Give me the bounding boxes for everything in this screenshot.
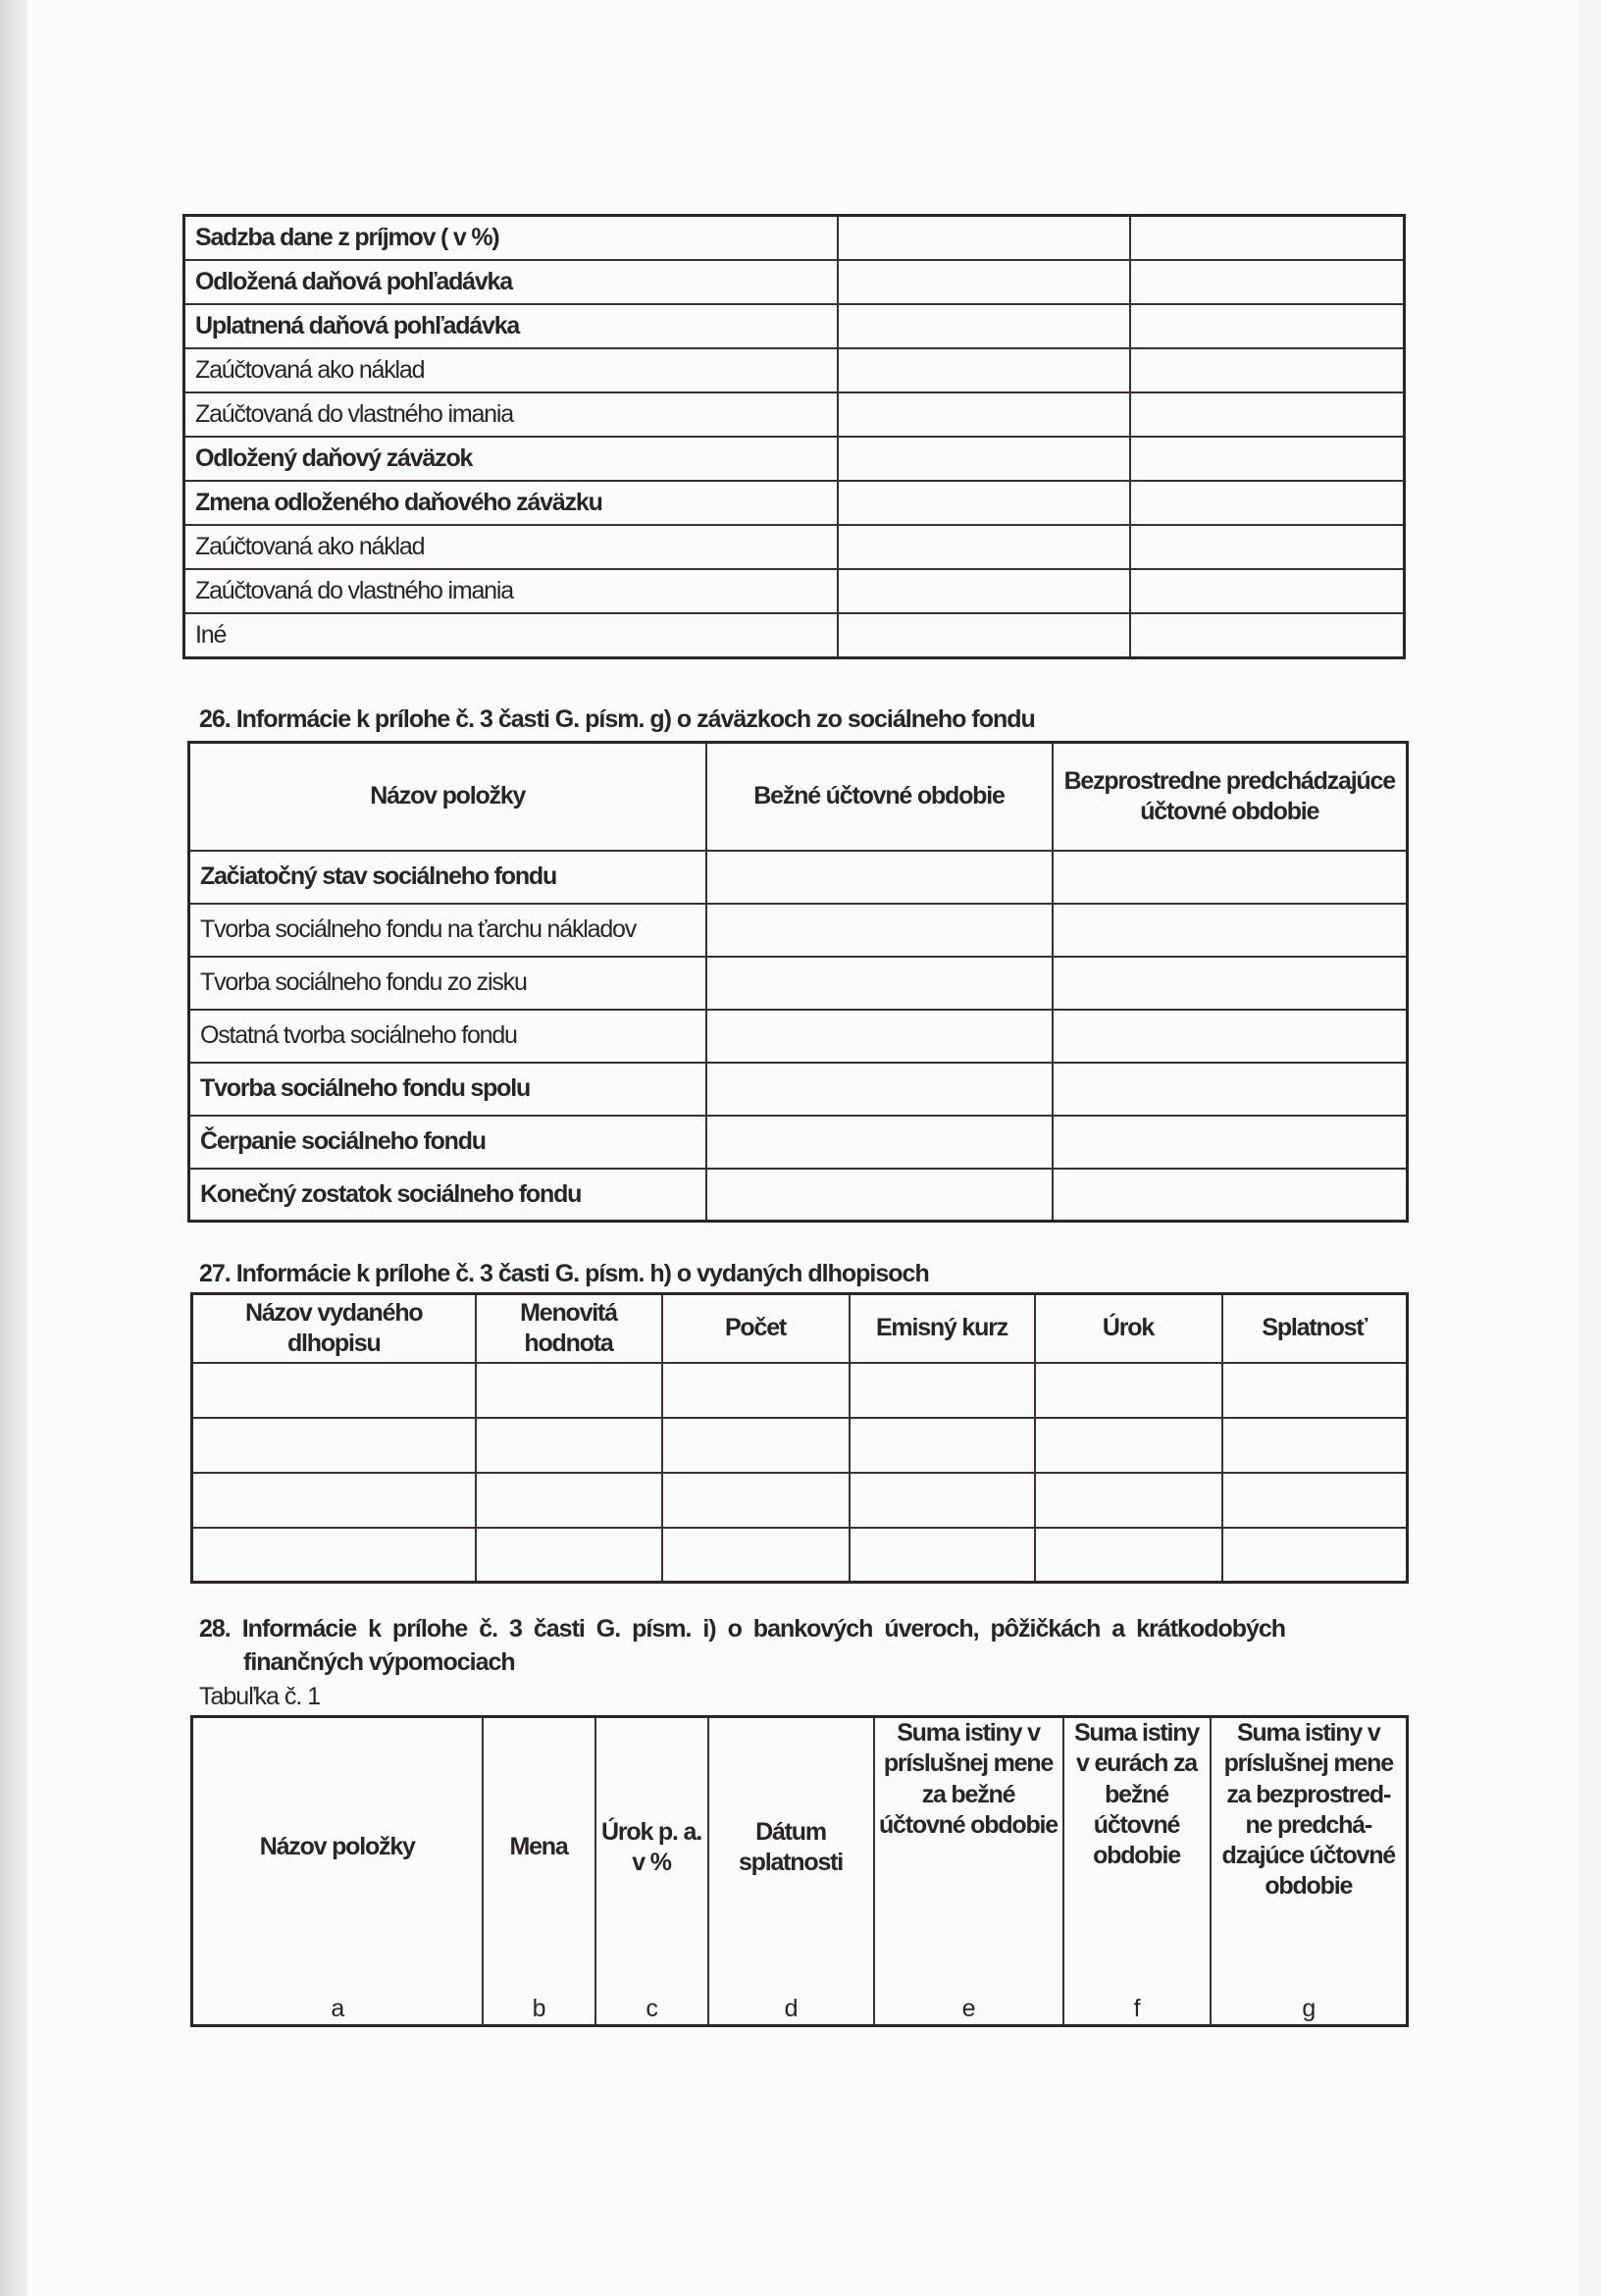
row-label: Iné [184, 613, 838, 658]
row-label: Odložená daňová pohľadávka [184, 260, 838, 304]
section-28-title-cont: finančných výpomociach [243, 1648, 515, 1676]
value-cell[interactable] [838, 392, 1130, 437]
row-label: Ostatná tvorba sociálneho fondu [189, 1010, 706, 1063]
column-header: Mena [483, 1717, 595, 1977]
column-header: Suma istiny v príslušnej mene za bežné účtovné obdobie [874, 1717, 1063, 1977]
row-label: Zaúčtovaná do vlastného imania [184, 569, 838, 613]
column-letter: d [708, 1977, 874, 2026]
table-row [184, 569, 1405, 613]
table-row [184, 304, 1405, 348]
column-header: Názov položky [192, 1717, 483, 1977]
value-cell[interactable] [706, 1169, 1053, 1222]
table-row [189, 1116, 1408, 1169]
value-cell[interactable] [1053, 1116, 1408, 1169]
column-header: Názov vydaného dlhopisu [192, 1294, 476, 1363]
value-cell[interactable] [1130, 481, 1405, 525]
table-row [189, 904, 1408, 957]
value-cell[interactable] [838, 216, 1130, 261]
value-cell[interactable] [1053, 904, 1408, 957]
table-row [184, 392, 1405, 437]
value-cell[interactable] [706, 851, 1053, 904]
table-label: Tabuľka č. 1 [199, 1683, 321, 1710]
column-letter: g [1211, 1977, 1408, 2026]
section-27-title: 27. Informácie k prílohe č. 3 časti G. písm. h) o vydaných dlhopisoch [199, 1260, 929, 1287]
table-row [184, 216, 1405, 261]
value-cell[interactable] [838, 481, 1130, 525]
table-row [184, 481, 1405, 525]
row-label: Čerpanie sociálneho fondu [189, 1116, 706, 1169]
deferred-tax-table [182, 214, 1406, 659]
column-header: Suma istiny v eurách za bežné účtovné obdobie [1063, 1717, 1211, 1977]
value-cell[interactable] [706, 904, 1053, 957]
row-label: Zaúčtovaná ako náklad [184, 525, 838, 569]
social-fund-table [187, 741, 1409, 1223]
value-cell[interactable] [838, 304, 1130, 348]
column-header: Menovitá hodnota [476, 1294, 662, 1363]
row-label: Zaúčtovaná do vlastného imania [184, 392, 838, 437]
table-row [184, 525, 1405, 569]
column-header: Úrok p. a. v % [595, 1717, 708, 1977]
value-cell[interactable] [1130, 613, 1405, 658]
value-cell[interactable] [1053, 1063, 1408, 1116]
value-cell[interactable] [838, 348, 1130, 392]
table-row [189, 1010, 1408, 1063]
table-row [189, 1063, 1408, 1116]
column-letter: a [192, 1977, 483, 2026]
row-label: Tvorba sociálneho fondu spolu [189, 1063, 706, 1116]
value-cell[interactable] [706, 1116, 1053, 1169]
row-label: Zaúčtovaná ako náklad [184, 348, 838, 392]
table-row [184, 613, 1405, 658]
header-previous-period: Bezprostredne predchádzajúce účtovné obdobie [1053, 743, 1408, 851]
scan-edge [0, 0, 27, 2296]
row-label: Konečný zostatok sociálneho fondu [189, 1169, 706, 1222]
value-cell[interactable] [1130, 260, 1405, 304]
value-cell[interactable] [1130, 304, 1405, 348]
row-label: Začiatočný stav sociálneho fondu [189, 851, 706, 904]
value-cell[interactable] [1053, 1169, 1408, 1222]
value-cell[interactable] [1130, 392, 1405, 437]
header-current-period: Bežné účtovné obdobie [706, 743, 1053, 851]
value-cell[interactable] [838, 613, 1130, 658]
column-header: Počet [662, 1294, 850, 1363]
value-cell[interactable] [838, 437, 1130, 481]
table-row [189, 1169, 1408, 1222]
column-header: Emisný kurz [850, 1294, 1035, 1363]
value-cell[interactable] [706, 1010, 1053, 1063]
row-label: Sadzba dane z príjmov ( v %) [184, 216, 838, 261]
column-header: Dátum splatnosti [708, 1717, 874, 1977]
row-label: Tvorba sociálneho fondu na ťarchu nákladov [189, 904, 706, 957]
value-cell[interactable] [1130, 525, 1405, 569]
table-row [184, 348, 1405, 392]
value-cell[interactable] [1053, 851, 1408, 904]
value-cell[interactable] [1053, 957, 1408, 1010]
table-row [189, 851, 1408, 904]
value-cell[interactable] [1130, 348, 1405, 392]
row-label: Odložený daňový záväzok [184, 437, 838, 481]
column-letter: b [483, 1977, 595, 2026]
column-header: Suma istiny v príslušnej mene za bezprostred-ne predchá-dzajúce účtovné obdobie [1211, 1717, 1408, 1977]
value-cell[interactable] [706, 1063, 1053, 1116]
column-letter: e [874, 1977, 1063, 2026]
table-row [184, 260, 1405, 304]
row-label: Tvorba sociálneho fondu zo zisku [189, 957, 706, 1010]
section-26-title: 26. Informácie k prílohe č. 3 časti G. písm. g) o záväzkoch zo sociálneho fondu [199, 705, 1035, 733]
value-cell[interactable] [706, 957, 1053, 1010]
column-header: Úrok [1035, 1294, 1222, 1363]
row-label: Uplatnená daňová pohľadávka [184, 304, 838, 348]
section-28-title: 28. Informácie k prílohe č. 3 časti G. písm. i) o bankových úveroch, pôžičkách a krátkodobých [199, 1615, 1286, 1643]
value-cell[interactable] [838, 525, 1130, 569]
table-row [184, 437, 1405, 481]
column-letter: c [595, 1977, 708, 2026]
table-row [189, 957, 1408, 1010]
bank-loans-table [190, 1715, 1409, 2027]
value-cell[interactable] [1130, 569, 1405, 613]
bonds-table [190, 1292, 1409, 1584]
column-header: Splatnosť [1222, 1294, 1408, 1363]
value-cell[interactable] [838, 260, 1130, 304]
value-cell[interactable] [1130, 216, 1405, 261]
header-item-name: Názov položky [189, 743, 706, 851]
row-label: Zmena odloženého daňového záväzku [184, 481, 838, 525]
value-cell[interactable] [1130, 437, 1405, 481]
column-letter: f [1063, 1977, 1211, 2026]
value-cell[interactable] [838, 569, 1130, 613]
value-cell[interactable] [1053, 1010, 1408, 1063]
